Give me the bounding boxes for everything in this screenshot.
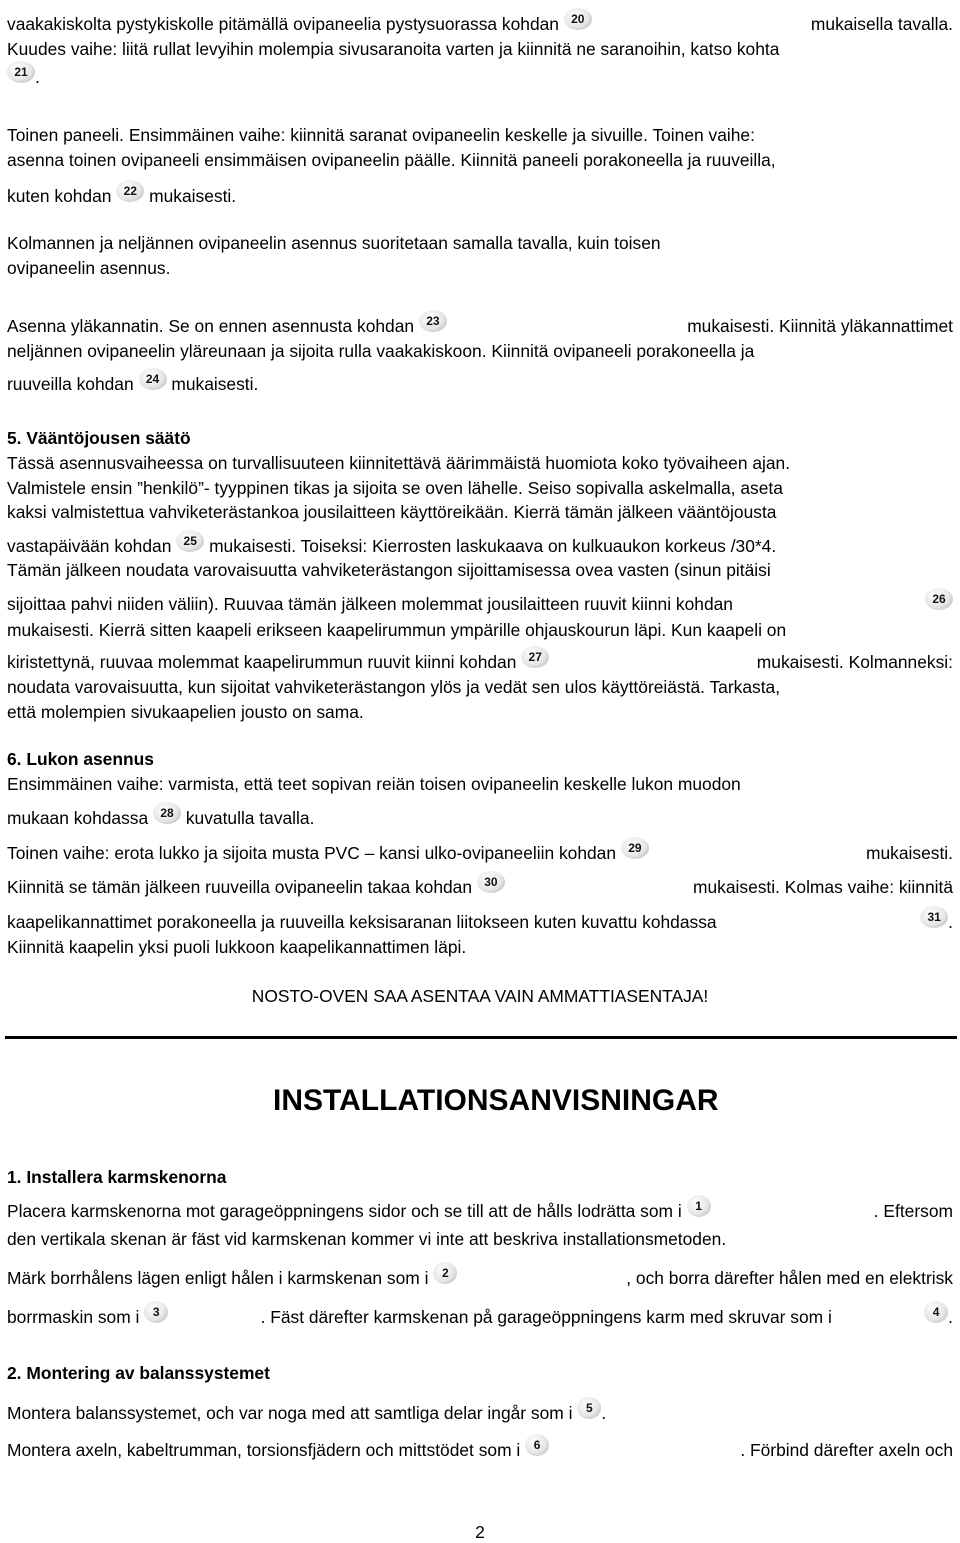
horizontal-rule [5, 1036, 957, 1039]
text-line [7, 808, 314, 830]
text-line [7, 652, 953, 674]
text-span: Toinen vaihe: erota lukko ja sijoita musta PVC – kansi ulko-ovipaneeliin kohdan [7, 843, 617, 863]
text-line: asenna toinen ovipaneeli ensimmäisen ovipaneelin päälle. Kiinnitä paneeli porakoneella ja ruuveilla, [7, 150, 776, 170]
text-span: mukaisesti. Kolmas vaihe: kiinnitä [692, 877, 953, 897]
text-line: den vertikala skenan är fäst vid karmskenan kommer vi inte att beskriva installationsmetoden. [7, 1229, 727, 1249]
figure-ref-badge: 20 [564, 8, 592, 30]
text-span: vastapäivään kohdan [7, 536, 172, 556]
text-line: Tässä asennusvaiheessa on turvallisuuteen kiinnitettävä äärimmäistä huomiota koko työvaiheen ajan. [7, 453, 791, 473]
text-line: Kolmannen ja neljännen ovipaneelin asennus suoritetaan samalla tavalla, kuin toisen [7, 233, 661, 253]
figure-ref-badge: 22 [116, 180, 144, 202]
text-span: . [35, 67, 40, 87]
text-span: mukaisesti. [171, 374, 259, 394]
figure-ref-badge: 1 [687, 1195, 711, 1217]
section-heading: 5. Vääntöjousen säätö [7, 428, 191, 448]
text-line [7, 1268, 953, 1290]
text-line [7, 316, 953, 338]
figure-ref-badge: 21 [7, 61, 35, 83]
page-number: 2 [475, 1522, 485, 1542]
text-line: Tämän jälkeen noudata varovaisuutta vahviketerästangon sijoittamisessa ovea vasten (sinun pitäisi [7, 560, 771, 580]
text-line [7, 594, 953, 616]
figure-ref-badge: 3 [144, 1301, 168, 1323]
text-span: . Eftersom [873, 1201, 953, 1221]
warning-text: NOSTO-OVEN SAA ASENTAA VAIN AMMATTIASENTAJA! [251, 986, 709, 1006]
text-span: ruuveilla kohdan [7, 374, 134, 394]
text-span: borrmaskin som i [7, 1307, 140, 1327]
figure-ref-badge: 23 [419, 310, 447, 332]
section-heading: 6. Lukon asennus [7, 749, 154, 769]
text-line: Ensimmäinen vaihe: varmista, että teet sopivan reiän toisen ovipaneelin keskelle lukon muodon [7, 774, 741, 794]
text-span: mukaisesti. Kiinnitä yläkannattimet [687, 316, 953, 336]
text-span: Kiinnitä se tämän jälkeen ruuveilla ovipaneelin takaa kohdan [7, 877, 473, 897]
section-heading: 1. Installera karmskenorna [7, 1167, 227, 1187]
figure-ref-badge: 27 [521, 646, 549, 668]
text-line: Valmistele ensin ”henkilö”- tyyppinen tikas ja sijoita se oven lähelle. Seiso sopivalla askelmalla, aseta [7, 478, 783, 498]
text-span: kuvatulla tavalla. [185, 808, 315, 828]
text-span: . [948, 912, 953, 932]
text-line: ovipaneelin asennus. [7, 258, 171, 278]
text-span: , och borra därefter hålen med en elektrisk [626, 1268, 953, 1288]
figure-ref-badge: 25 [176, 530, 204, 552]
text-span: mukaisesti. Kolmanneksi: [756, 652, 953, 672]
text-span: Montera balanssystemet, och var noga med att samtliga delar ingår som i [7, 1403, 573, 1423]
document-title: INSTALLATIONSANVISNINGAR [273, 1084, 719, 1117]
figure-ref-badge: 4 [924, 1301, 948, 1323]
text-span: Asenna yläkannatin. Se on ennen asennusta kohdan [7, 316, 415, 336]
text-line [7, 1440, 953, 1462]
text-span: . Förbind därefter axeln och [740, 1440, 953, 1460]
text-line [7, 1307, 953, 1329]
figure-ref-badge: 31 [920, 906, 948, 928]
figure-ref-badge: 28 [153, 802, 181, 824]
text-span: Montera axeln, kabeltrumman, torsionsfjädern och mittstödet som i [7, 1440, 521, 1460]
text-line: mukaisesti. Kierrä sitten kaapeli erikseen kaapelirummun ympärille ohjauskourun läpi. Kun kaapeli on [7, 620, 787, 640]
figure-ref-badge: 26 [925, 588, 953, 610]
text-line [7, 536, 776, 558]
text-line: Kiinnitä kaapelin yksi puoli lukkoon kaapelikannattimen läpi. [7, 937, 467, 957]
text-span: mukaisella tavalla. [810, 14, 953, 34]
text-span: kaapelikannattimet porakoneella ja ruuveilla keksisaranan liitokseen kuten kuvattu kohdassa [7, 912, 717, 932]
figure-ref-badge: 30 [477, 871, 505, 893]
text-line: että molempien sivukaapelien jousto on sama. [7, 702, 364, 722]
text-line [7, 877, 953, 899]
text-line [7, 374, 258, 396]
text-line: Kuudes vaihe: liitä rullat levyihin molempia sivusaranoita varten ja kiinnitä ne saranoihin, katso kohta [7, 39, 780, 59]
figure-ref-badge: 29 [621, 837, 649, 859]
text-line [7, 1201, 953, 1223]
text-line: Toinen paneeli. Ensimmäinen vaihe: kiinnitä saranat ovipaneelin keskelle ja sivuille. Toinen vaihe: [7, 125, 755, 145]
text-span: mukaisesti. [866, 843, 953, 863]
text-line [7, 1403, 606, 1425]
text-span: mukaan kohdassa [7, 808, 149, 828]
text-span: . Fäst därefter karmskenan på garageöppningens karm med skruvar som i [260, 1307, 832, 1327]
text-line [7, 67, 40, 89]
text-span: . [948, 1307, 953, 1327]
text-line [7, 843, 953, 865]
text-span: vaakakiskolta pystykiskolle pitämällä ovipaneelia pystysuorassa kohdan [7, 14, 559, 34]
text-line [7, 912, 953, 934]
text-span: Placera karmskenorna mot garageöppningens sidor och se till att de hålls lodrätta som i [7, 1201, 682, 1221]
figure-ref-badge: 2 [433, 1262, 457, 1284]
figure-ref-badge: 5 [577, 1397, 601, 1419]
text-line [7, 14, 953, 36]
text-span: sijoittaa pahvi niiden väliin). Ruuvaa tämän jälkeen molemmat jousilaitteen ruuvit kiinni kohdan [7, 594, 733, 614]
text-span: mukaisesti. [149, 186, 237, 206]
section-heading: 2. Montering av balanssystemet [7, 1363, 270, 1383]
text-line: neljännen ovipaneelin yläreunaan ja sijoita rulla vaakakiskoon. Kiinnitä ovipaneeli porakoneella ja [7, 341, 755, 361]
text-span: Märk borrhålens lägen enligt hålen i karmskenan som i [7, 1268, 429, 1288]
text-line [7, 186, 236, 208]
figure-ref-badge: 6 [525, 1434, 549, 1456]
text-span: kiristettynä, ruuvaa molemmat kaapelirummun ruuvit kiinni kohdan [7, 652, 517, 672]
text-span: mukaisesti. Toiseksi: Kierrosten laskukaava on kulkuaukon korkeus /30*4. [209, 536, 777, 556]
text-span: kuten kohdan [7, 186, 112, 206]
text-span: . [601, 1403, 607, 1423]
text-line: noudata varovaisuutta, kun sijoitat vahviketerästangon ylös ja vedät sen ulos käyttöreiästä. Tarkasta, [7, 677, 781, 697]
text-line: kaksi valmistettua vahviketerästankoa jousilaitteen käyttöreikään. Kierrä tämän jälkeen vääntöjousta [7, 502, 777, 522]
figure-ref-badge: 24 [139, 368, 167, 390]
